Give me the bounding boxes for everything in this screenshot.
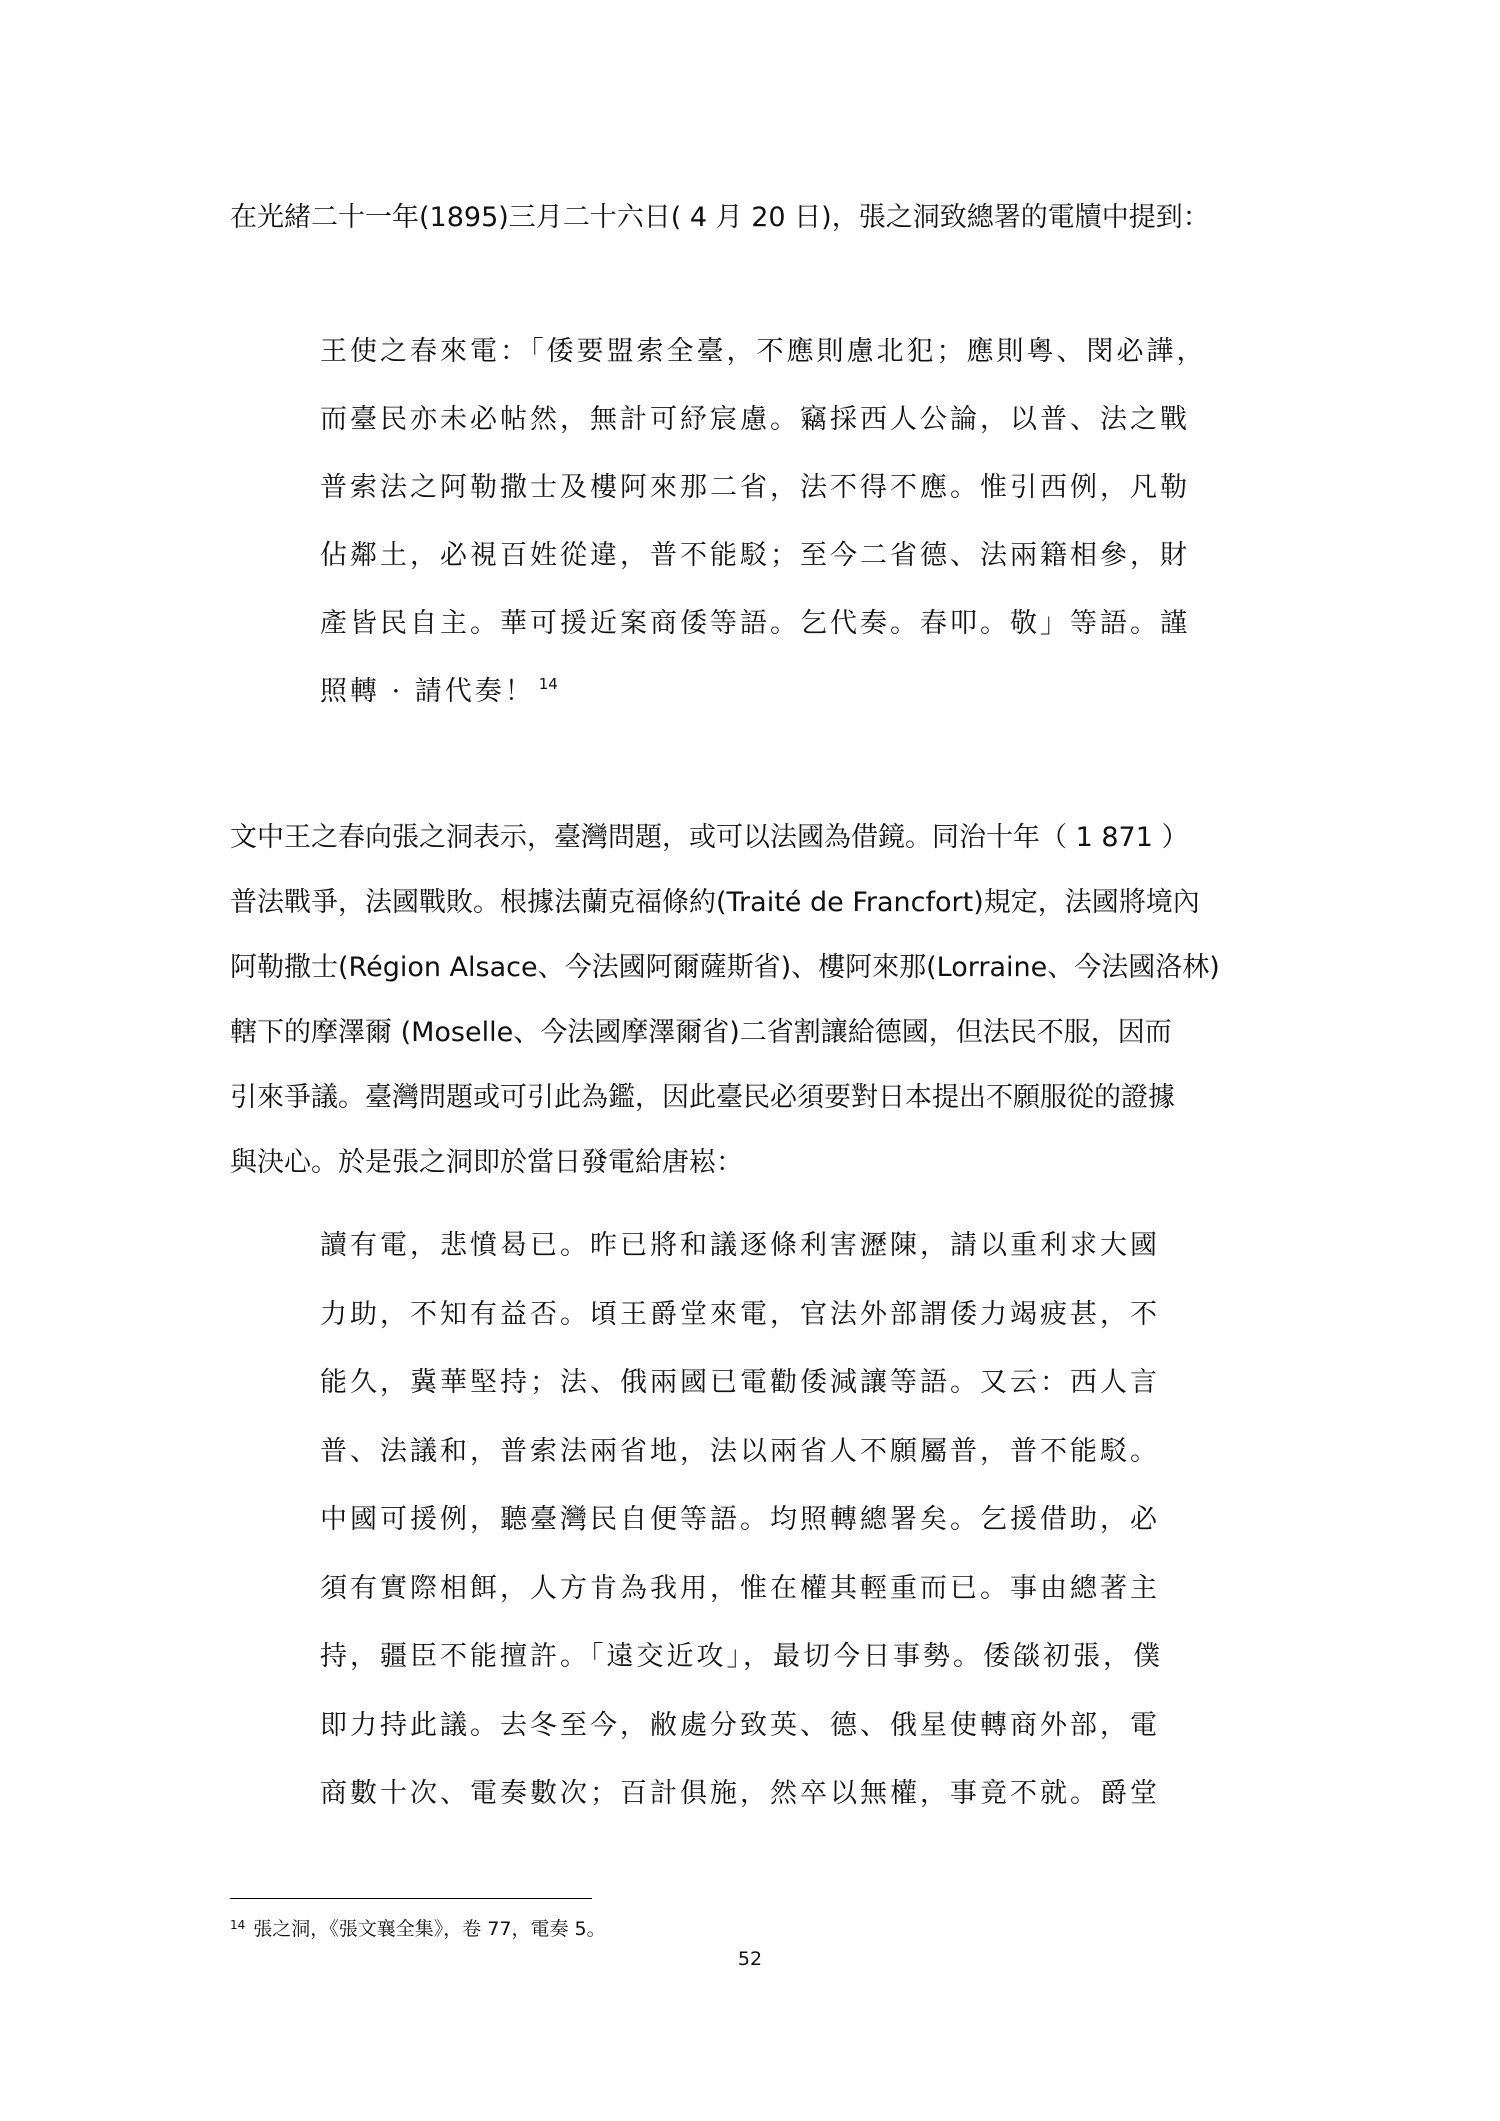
quote-line: 能久，冀華堅持；法、俄兩國已電勸倭減讓等語。又云：西人言	[320, 1367, 1160, 1398]
quote-line: 佔鄰土，必視百姓從違，普不能駁；至今二省德、法兩籍相參，財	[320, 540, 1190, 571]
paragraph-line: 文中王之春向張之洞表示，臺灣問題，或可以法國為借鏡。同治十年（ 1 871 ）	[230, 822, 1189, 853]
paragraph-line: 普法戰爭，法國戰敗。根據法蘭克福條約(Traité de Francfort)規定，法國將境內	[230, 887, 1200, 918]
quote-line: 而臺民亦未必帖然，無計可紓宸慮。竊採西人公論，以普、法之戰	[320, 404, 1190, 435]
quote-line: 中國可援例，聽臺灣民自便等語。均照轉總署矣。乞援借助，必	[320, 1504, 1160, 1535]
quote-line: 即力持此議。去冬至今，敝處分致英、德、俄星使轉商外部，電	[320, 1709, 1160, 1741]
quote-line: 產皆民自主。華可援近案商倭等語。乞代奏。春叩。敬」等語。謹	[320, 608, 1190, 639]
quote-line: 讀有電，悲憤曷已。昨已將和議逐條利害瀝陳，請以重利求大國	[320, 1230, 1160, 1261]
quote-line-text: 照轉 · 請代奏！	[320, 676, 535, 707]
quote-line: 普、法議和，普索法兩省地，法以兩省人不願屬普，普不能駁。	[320, 1435, 1160, 1467]
block-quote-2	[320, 1212, 1210, 1829]
quote-line: 須有實際相餌，人方肯為我用，惟在權其輕重而已。事由總著主	[320, 1572, 1160, 1604]
block-quote-1	[320, 318, 1210, 726]
footnote-number: 14	[230, 1918, 246, 1932]
paragraph-line: 轄下的摩澤爾 (Moselle、今法國摩澤爾省)二省割讓給德國，但法民不服，因而	[230, 1017, 1172, 1048]
paragraph-line: 與決心。於是張之洞即於當日發電給唐崧：	[230, 1147, 743, 1178]
quote-line-last	[320, 658, 1210, 726]
footnote-reference[interactable]: 14	[538, 675, 558, 693]
quote-line: 持，疆臣不能擅許。「遠交近攻」，最切今日事勢。倭燄初張，僕	[320, 1641, 1163, 1672]
intro-paragraph: 在光緒二十一年(1895)三月二十六日( 4 月 20 日)，張之洞致總署的電牘中提到：	[230, 202, 1210, 233]
footnote	[230, 1914, 1230, 1944]
paragraph-line: 阿勒撒士(Région Alsace、今法國阿爾薩斯省)、樓阿來那(Lorraine、今法國洛林)	[230, 952, 1220, 983]
quote-line: 王使之春來電：「倭要盟索全臺，不應則慮北犯；應則粵、閔必譁，	[320, 336, 1207, 367]
quote-line: 商數十次、電奏數次；百計俱施，然卒以無權，事竟不就。爵堂	[320, 1778, 1160, 1809]
paragraph-line: 引來爭議。臺灣問題或可引此為鑑，因此臺民必須要對日本提出不願服從的證據	[230, 1082, 1175, 1113]
page-number: 52	[737, 1948, 763, 1970]
footnote-text: 張之洞，《張文襄全集》，卷 77，電奏 5。	[253, 1918, 606, 1940]
body-paragraph	[230, 805, 1315, 1195]
quote-line: 力助，不知有益否。頃王爵堂來電，官法外部謂倭力竭疲甚，不	[320, 1298, 1160, 1330]
footnote-divider	[230, 1898, 592, 1899]
quote-line: 普索法之阿勒撒士及樓阿來那二省，法不得不應。惟引西例，凡勒	[320, 472, 1190, 503]
